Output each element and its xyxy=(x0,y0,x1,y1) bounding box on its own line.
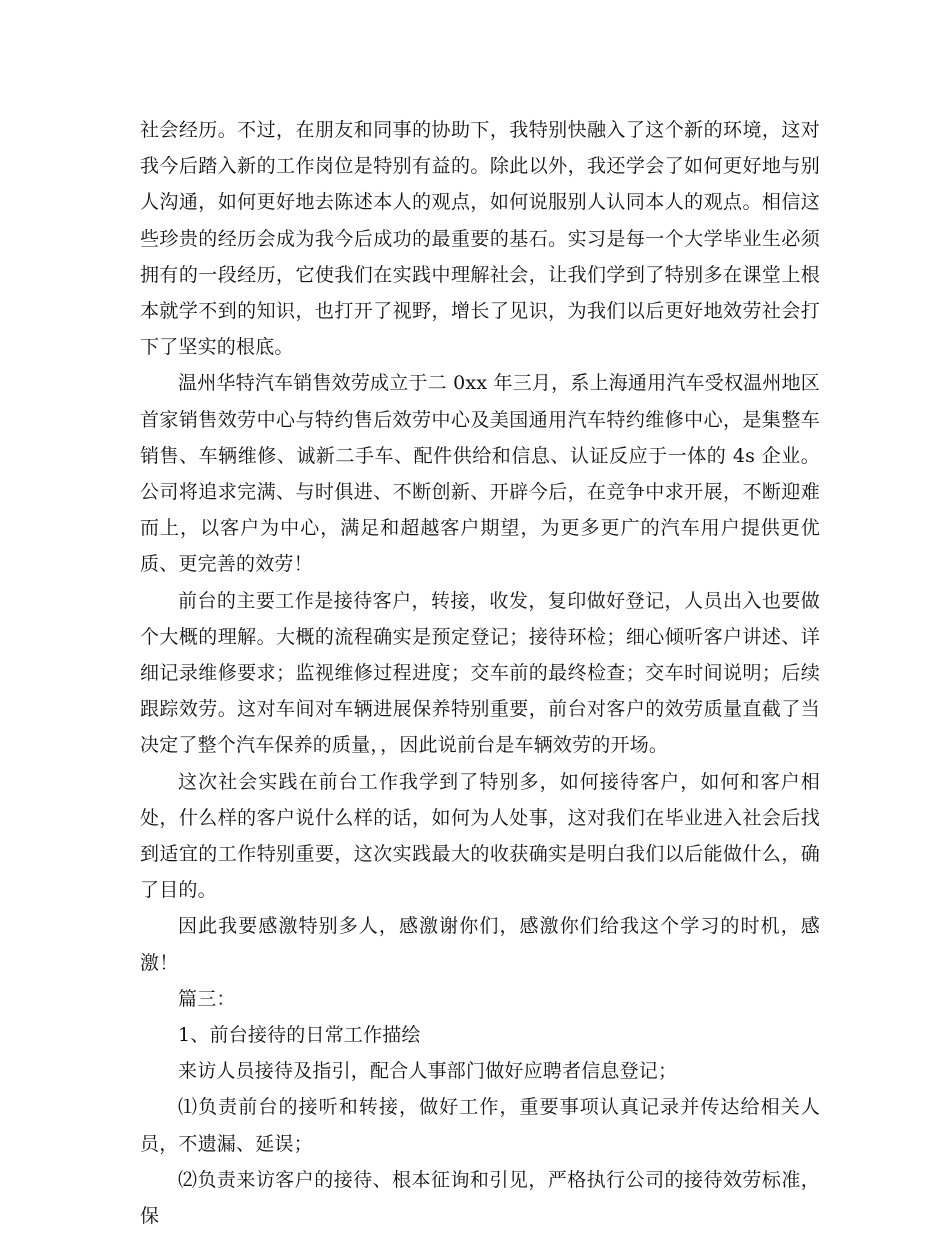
paragraph-practice-gains: 这次社会实践在前台工作我学到了特别多，如何接待客户，如何和客户相处，什么样的客户说什么样的话，如何为人处事，这对我们在毕业进入社会后找到适宜的工作特别重要，这次实践最大的收获确实是明白我们以后能做什么，确了目的。 xyxy=(140,770,820,902)
paragraph-company-intro: 温州华特汽车销售效劳成立于二 0xx 年三月，系上海通用汽车受权温州地区首家销售效劳中心与特约售后效劳中心及美国通用汽车特约维修中心，是集整车销售、车辆维修、诚新二手车、配件供给和信息、认证反应于一体的 4s 企业。公司将追求完满、与时俱进、不断创新、开辟今后，在竞争中求开展，不断迎难而上，以客户为中心，满足和超越客户期望，为更多更广的汽车用户提供更优质、更完善的效劳！ xyxy=(140,372,820,576)
paragraph-visitor-reception: 来访人员接待及指引，配合人事部门做好应聘者信息登记； xyxy=(178,1060,678,1083)
paragraph-front-desk-duties: 前台的主要工作是接待客户，转接，收发，复印做好登记，人员出入也要做个大概的理解。大概的流程确实是预定登记；接待环检；细心倾听客户讲述、详细记录维修要求；监视维修过程进度；交车前的最终检查；交车时间说明；后续跟踪效劳。这对车间对车辆进展保养特别重要，前台对客户的效劳质量直截了当决定了整个汽车保养的质量，，因此说前台是车辆效劳的开场。 xyxy=(140,589,820,757)
list-heading-daily-work: 1、前台接待的日常工作描绘 xyxy=(178,1024,421,1047)
document-page xyxy=(140,112,820,1234)
paragraph-thanks: 因此我要感激特别多人，感激谢你们，感激你们给我这个学习的时机，感激！ xyxy=(140,915,820,974)
list-item-client-reception: ⑵负责来访客户的接待、根本征询和引见，严格执行公司的接待效劳标准，保 xyxy=(140,1168,820,1228)
list-item-phone-handling: ⑴负责前台的接听和转接，做好工作，重要事项认真记录并传达给相关人员，不遗漏、延误； xyxy=(140,1096,820,1155)
paragraph-internship-experience: 社会经历。不过，在朋友和同事的协助下，我特别快融入了这个新的环境，这对我今后踏入新的工作岗位是特别有益的。除此以外，我还学会了如何更好地与别人沟通，如何更好地去陈述本人的观点，如何说服别人认同本人的观点。相信这些珍贵的经历会成为我今后成功的最重要的基石。实习是每一个大学毕业生必须拥有的一段经历，它使我们在实践中理解社会，让我们学到了特别多在课堂上根本就学不到的知识，也打开了视野，增长了见识，为我们以后更好地效劳社会打下了坚实的根底。 xyxy=(140,119,820,359)
section-heading-part-three: 篇三： xyxy=(178,987,236,1010)
